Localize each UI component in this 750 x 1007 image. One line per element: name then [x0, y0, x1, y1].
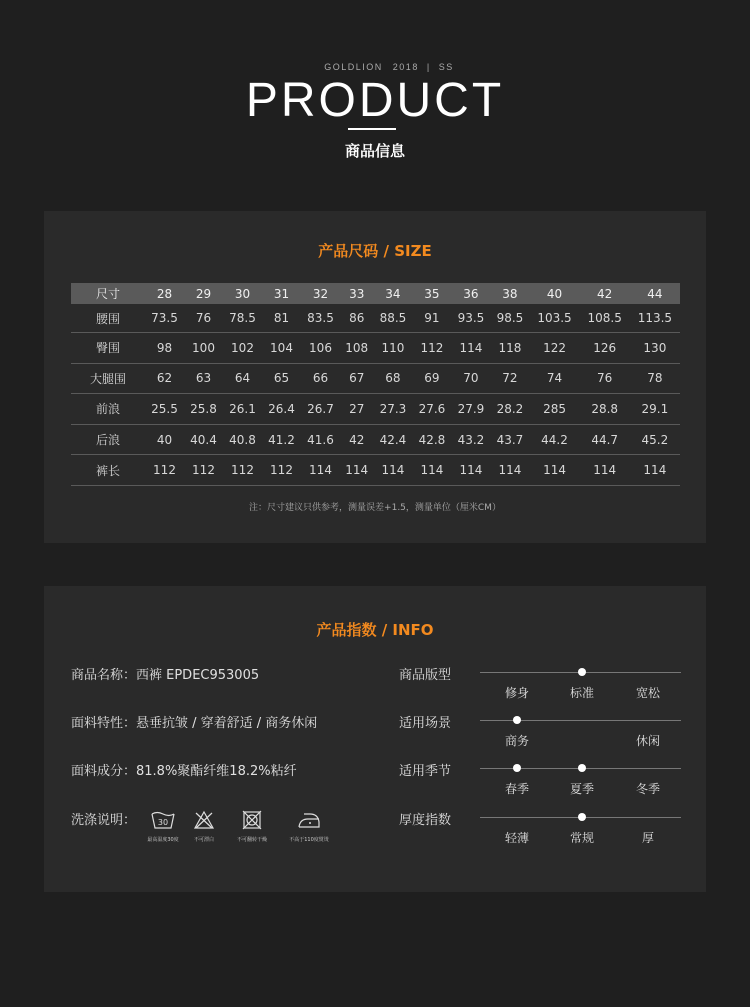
brand-season: SS [438, 62, 454, 72]
table-cell: 27.9 [451, 394, 490, 425]
table-cell: 100 [184, 333, 223, 364]
table-cell: 114 [301, 455, 340, 486]
table-cell: 103.5 [529, 304, 579, 333]
table-cell: 27.3 [373, 394, 412, 425]
table-cell: 114 [529, 455, 579, 486]
table-cell: 93.5 [451, 304, 490, 333]
table-cell: 26.4 [262, 394, 301, 425]
table-cell: 114 [451, 333, 490, 364]
size-note: 注：尺寸建议只供参考，测量误差+1.5，测量单位（厘米CM） [249, 503, 501, 513]
scale-label: 适用季节 [399, 764, 452, 779]
table-cell: 88.5 [373, 304, 412, 333]
table-cell: 81 [262, 304, 301, 333]
row-label: 后浪 [71, 424, 145, 455]
table-cell: 114 [580, 455, 630, 486]
row-label: 腰围 [71, 304, 145, 333]
scale-marker [513, 716, 521, 724]
size-table-body [71, 304, 680, 485]
wash-label: 洗涤说明： [71, 813, 137, 828]
table-cell: 26.7 [301, 394, 340, 425]
table-cell: 285 [529, 394, 579, 425]
page-subtitle: 商品信息 [344, 142, 405, 160]
table-row [71, 363, 680, 394]
table-cell: 68 [373, 363, 412, 394]
wash-30-icon [141, 810, 185, 843]
scale-tick-label: 轻薄 [504, 831, 530, 845]
scale-label: 厚度指数 [399, 813, 452, 828]
scale-tick-label: 冬季 [635, 782, 661, 796]
table-cell: 40.8 [223, 424, 262, 455]
table-cell: 76 [580, 363, 630, 394]
scale-tick-label: 常规 [569, 831, 595, 845]
wash-30-caption: 最高温度30度 [147, 837, 179, 843]
row-label: 裤长 [71, 455, 145, 486]
table-row [71, 424, 680, 455]
table-cell: 126 [580, 333, 630, 364]
size-header-cell: 29 [184, 283, 223, 304]
scale-label: 适用场景 [399, 716, 452, 731]
scale-marker [578, 764, 586, 772]
table-cell: 63 [184, 363, 223, 394]
table-cell: 114 [451, 455, 490, 486]
scale-tick-label: 标准 [569, 686, 595, 700]
info-panel [44, 586, 706, 892]
table-cell: 72 [490, 363, 529, 394]
info-panel-title: 产品指数 / INFO [316, 621, 434, 639]
table-cell: 78 [630, 363, 680, 394]
table-cell: 110 [373, 333, 412, 364]
table-cell: 70 [451, 363, 490, 394]
brand-year: 2018 [392, 62, 419, 72]
table-cell: 41.6 [301, 424, 340, 455]
product-name: 商品名称：西裤 EPDEC953005 [71, 668, 260, 683]
table-cell: 40 [145, 424, 184, 455]
scale-tick-label: 春季 [504, 782, 530, 796]
table-cell: 67 [340, 363, 373, 394]
table-cell: 28.2 [490, 394, 529, 425]
table-cell: 76 [184, 304, 223, 333]
no-tumble-dry-icon [227, 810, 277, 843]
table-cell: 130 [630, 333, 680, 364]
table-cell: 27 [340, 394, 373, 425]
size-header-cell: 34 [373, 283, 412, 304]
table-cell: 113.5 [630, 304, 680, 333]
table-cell: 114 [412, 455, 451, 486]
size-header-cell: 32 [301, 283, 340, 304]
table-cell: 74 [529, 363, 579, 394]
scale-marker [578, 813, 586, 821]
size-header-cell: 30 [223, 283, 262, 304]
table-cell: 43.7 [490, 424, 529, 455]
size-header-cell: 35 [412, 283, 451, 304]
table-cell: 114 [630, 455, 680, 486]
table-cell: 66 [301, 363, 340, 394]
table-cell: 98.5 [490, 304, 529, 333]
scale-tick-label: 商务 [504, 734, 530, 748]
table-cell: 114 [490, 455, 529, 486]
scale-tick-label: 夏季 [569, 782, 595, 796]
table-cell: 112 [412, 333, 451, 364]
title-underline [348, 128, 396, 130]
table-cell: 112 [262, 455, 301, 486]
table-cell: 106 [301, 333, 340, 364]
size-header-cell: 28 [145, 283, 184, 304]
size-header-cell: 40 [529, 283, 579, 304]
size-table [71, 283, 680, 486]
wash-icons [141, 810, 341, 850]
table-cell: 25.8 [184, 394, 223, 425]
table-cell: 69 [412, 363, 451, 394]
row-label: 臀围 [71, 333, 145, 364]
table-cell: 112 [145, 455, 184, 486]
table-cell: 114 [340, 455, 373, 486]
table-cell: 40.4 [184, 424, 223, 455]
table-cell: 64 [223, 363, 262, 394]
scale-tick-label: 宽松 [635, 686, 661, 700]
table-cell: 25.5 [145, 394, 184, 425]
table-cell: 73.5 [145, 304, 184, 333]
page-title: PRODUCT [245, 74, 505, 127]
size-header-cell: 31 [262, 283, 301, 304]
table-row [71, 394, 680, 425]
size-header-cell: 33 [340, 283, 373, 304]
table-cell: 29.1 [630, 394, 680, 425]
table-cell: 104 [262, 333, 301, 364]
no-tumble-dry-caption: 不可翻转干燥 [236, 837, 267, 843]
size-header-label: 尺寸 [71, 283, 145, 304]
table-cell: 108.5 [580, 304, 630, 333]
scale-tick-label: 休闲 [635, 734, 661, 748]
table-cell: 114 [373, 455, 412, 486]
size-panel-title: 产品尺码 / SIZE [318, 242, 432, 260]
table-cell: 112 [223, 455, 262, 486]
fabric-composition: 面料成分：81.8%聚酯纤维18.2%粘纤 [71, 764, 297, 779]
table-cell: 118 [490, 333, 529, 364]
table-cell: 78.5 [223, 304, 262, 333]
table-cell: 42.4 [373, 424, 412, 455]
row-label: 前浪 [71, 394, 145, 425]
table-cell: 42 [340, 424, 373, 455]
table-cell: 86 [340, 304, 373, 333]
scale-tick-label: 厚 [641, 831, 655, 845]
table-cell: 91 [412, 304, 451, 333]
size-header-cell: 44 [630, 283, 680, 304]
wash-30-number: 30 [157, 818, 169, 827]
table-cell: 44.7 [580, 424, 630, 455]
size-header-cell: 36 [451, 283, 490, 304]
size-table-header [71, 283, 680, 304]
brand-name: GOLDLION [324, 62, 383, 72]
table-cell: 42.8 [412, 424, 451, 455]
row-label: 大腿围 [71, 363, 145, 394]
table-cell: 65 [262, 363, 301, 394]
table-cell: 108 [340, 333, 373, 364]
table-cell: 83.5 [301, 304, 340, 333]
scale-tick-label: 修身 [504, 686, 530, 700]
table-cell: 112 [184, 455, 223, 486]
iron-110-icon [279, 810, 339, 843]
table-cell: 41.2 [262, 424, 301, 455]
scale-marker [578, 668, 586, 676]
table-cell: 28.8 [580, 394, 630, 425]
table-cell: 43.2 [451, 424, 490, 455]
size-header-cell: 38 [490, 283, 529, 304]
table-cell: 44.2 [529, 424, 579, 455]
scale-marker [513, 764, 521, 772]
iron-110-caption: 不高于110度熨烫 [289, 837, 329, 843]
table-cell: 26.1 [223, 394, 262, 425]
no-bleach-caption: 不可漂白 [193, 837, 214, 843]
fabric-features: 面料特性：悬垂抗皱 / 穿着舒适 / 商务休闲 [71, 716, 318, 731]
size-panel [44, 211, 706, 543]
table-row [71, 304, 680, 333]
scale-label: 商品版型 [399, 668, 452, 683]
table-cell: 98 [145, 333, 184, 364]
table-cell: 27.6 [412, 394, 451, 425]
table-row [71, 333, 680, 364]
table-cell: 102 [223, 333, 262, 364]
no-bleach-icon [187, 810, 221, 843]
size-header-cell: 42 [580, 283, 630, 304]
table-row [71, 455, 680, 486]
table-cell: 45.2 [630, 424, 680, 455]
table-cell: 62 [145, 363, 184, 394]
table-cell: 122 [529, 333, 579, 364]
scale-track [480, 720, 681, 721]
brand-line: GOLDLION 2018 | SS [0, 62, 750, 72]
